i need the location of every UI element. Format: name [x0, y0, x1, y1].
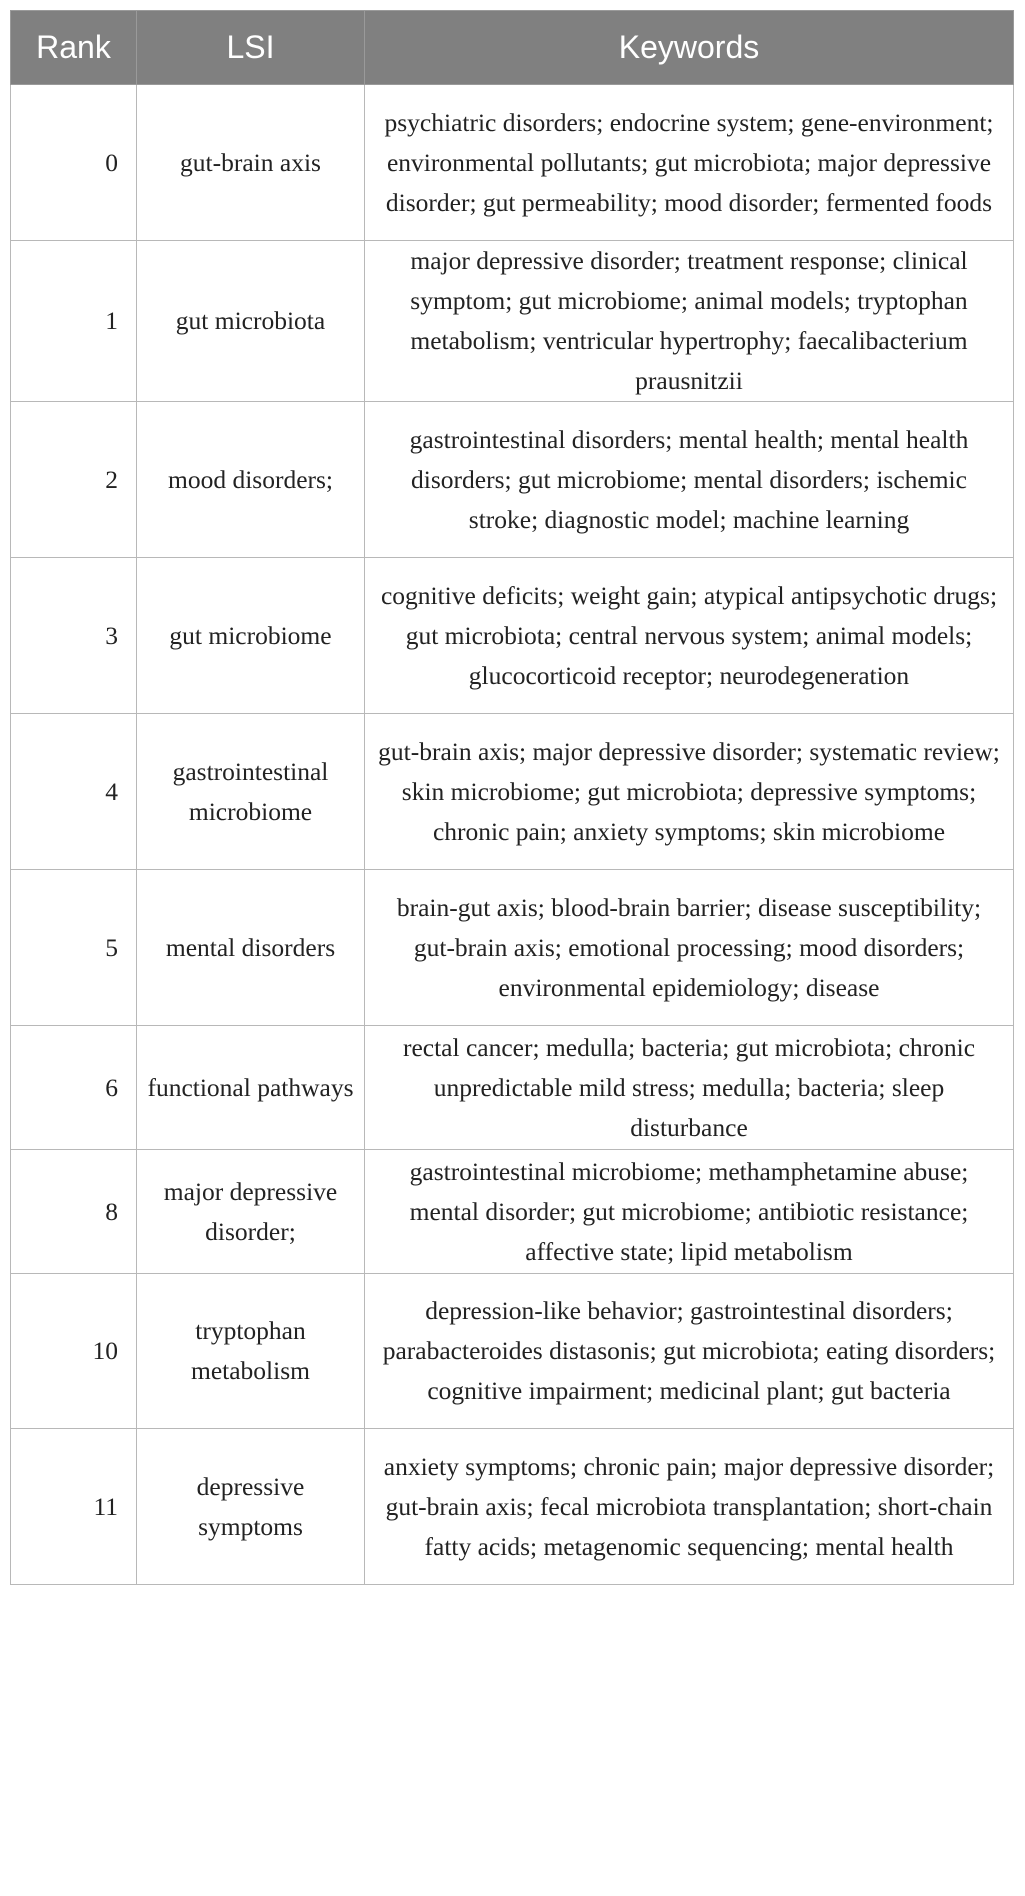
rank-cell: 8	[11, 1150, 137, 1274]
keywords-cell: brain-gut axis; blood-brain barrier; disease susceptibility; gut-brain axis; emotional processing; mood disorders; environmental epidemiology; disease	[365, 870, 1014, 1026]
rank-cell: 1	[11, 241, 137, 402]
table-row	[11, 1150, 1014, 1274]
lsi-keywords-table	[10, 10, 1014, 1585]
table-header	[11, 11, 1014, 85]
rank-cell: 0	[11, 85, 137, 241]
keywords-cell: rectal cancer; medulla; bacteria; gut microbiota; chronic unpredictable mild stress; medulla; bacteria; sleep disturbance	[365, 1026, 1014, 1150]
rank-cell: 10	[11, 1274, 137, 1429]
header-rank: Rank	[11, 11, 137, 85]
lsi-cell: depressive symptoms	[137, 1429, 365, 1585]
keywords-cell: anxiety symptoms; chronic pain; major depressive disorder; gut-brain axis; fecal microbiota transplantation; short-chain fatty acids; metagenomic sequencing; mental health	[365, 1429, 1014, 1585]
table-row	[11, 241, 1014, 402]
keywords-cell: cognitive deficits; weight gain; atypical antipsychotic drugs; gut microbiota; central nervous system; animal models; glucocorticoid receptor; neurodegeneration	[365, 558, 1014, 714]
keywords-cell: psychiatric disorders; endocrine system; gene-environment; environmental pollutants; gut microbiota; major depressive disorder; gut permeability; mood disorder; fermented foods	[365, 85, 1014, 241]
rank-cell: 3	[11, 558, 137, 714]
rank-cell: 5	[11, 870, 137, 1026]
rank-cell: 11	[11, 1429, 137, 1585]
header-keywords: Keywords	[365, 11, 1014, 85]
lsi-cell: mental disorders	[137, 870, 365, 1026]
table-row	[11, 1429, 1014, 1585]
lsi-cell: gastrointestinal microbiome	[137, 714, 365, 870]
lsi-cell: gut microbiome	[137, 558, 365, 714]
keywords-cell: gastrointestinal microbiome; methamphetamine abuse; mental disorder; gut microbiome; antibiotic resistance; affective state; lipid metabolism	[365, 1150, 1014, 1274]
table-row	[11, 1026, 1014, 1150]
table-row	[11, 402, 1014, 558]
keywords-cell: major depressive disorder; treatment response; clinical symptom; gut microbiome; animal models; tryptophan metabolism; ventricular hypertrophy; faecalibacterium prausnitzii	[365, 241, 1014, 402]
rank-cell: 4	[11, 714, 137, 870]
lsi-cell: gut microbiota	[137, 241, 365, 402]
table-container	[10, 10, 1013, 1585]
table-row	[11, 558, 1014, 714]
keywords-cell: depression-like behavior; gastrointestinal disorders; parabacteroides distasonis; gut microbiota; eating disorders; cognitive impairment; medicinal plant; gut bacteria	[365, 1274, 1014, 1429]
table-row	[11, 870, 1014, 1026]
table-row	[11, 714, 1014, 870]
lsi-cell: functional pathways	[137, 1026, 365, 1150]
keywords-cell: gut-brain axis; major depressive disorder; systematic review; skin microbiome; gut microbiota; depressive symptoms; chronic pain; anxiety symptoms; skin microbiome	[365, 714, 1014, 870]
table-row	[11, 85, 1014, 241]
table-body	[11, 85, 1014, 1585]
lsi-cell: tryptophan metabolism	[137, 1274, 365, 1429]
header-lsi: LSI	[137, 11, 365, 85]
lsi-cell: mood disorders;	[137, 402, 365, 558]
keywords-cell: gastrointestinal disorders; mental health; mental health disorders; gut microbiome; mental disorders; ischemic stroke; diagnostic model; machine learning	[365, 402, 1014, 558]
lsi-cell: major depressive disorder;	[137, 1150, 365, 1274]
rank-cell: 6	[11, 1026, 137, 1150]
header-row	[11, 11, 1014, 85]
lsi-cell: gut-brain axis	[137, 85, 365, 241]
table-row	[11, 1274, 1014, 1429]
rank-cell: 2	[11, 402, 137, 558]
